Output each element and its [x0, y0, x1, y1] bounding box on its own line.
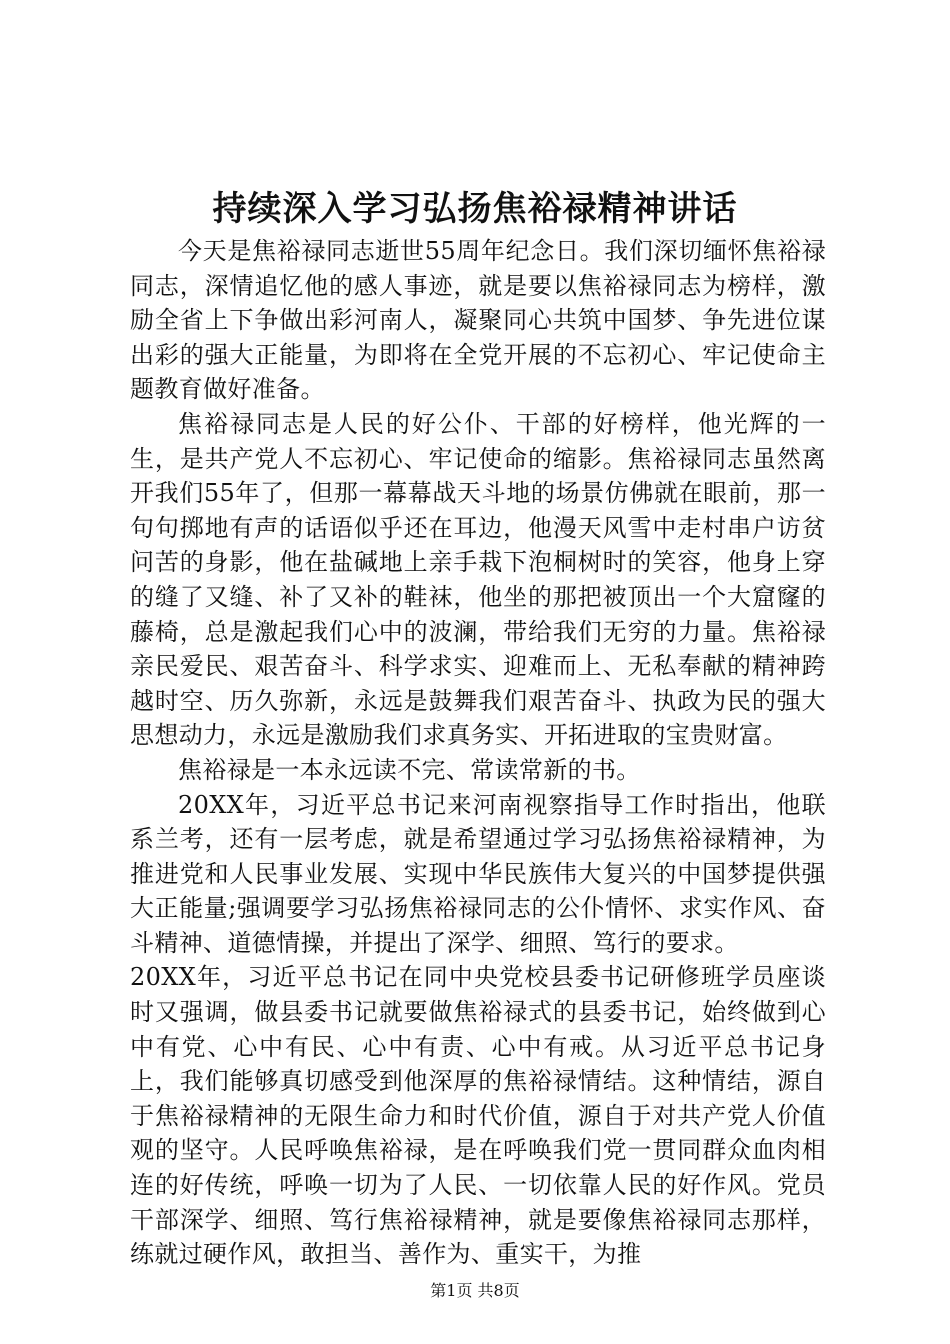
paragraph-5: 20XX年，习近平总书记在同中央党校县委书记研修班学员座谈时又强调，做县委书记就要做焦裕禄式的县委书记，始终做到心中有党、心中有民、心中有责、心中有戒。从习近平总书记身上，我们能够真切感受到他深厚的焦裕禄情结。这种情结，源自于焦裕禄精神的无限生命力和时代价值，源自于对共产党人价值观的坚守。人民呼唤焦裕禄，是在呼唤我们党一贯同群众血肉相连的好传统，呼唤一切为了人民、一切依靠人民的好作风。党员干部深学、细照、笃行焦裕禄精神，就是要像焦裕禄同志那样，练就过硬作风，敢担当、善作为、重实干，为推 [130, 963, 826, 1269]
document-body [130, 234, 826, 1272]
paragraph-3: 焦裕禄是一本永远读不完、常读常新的书。 [178, 755, 641, 784]
page-number-footer: 第1页 共8页 [430, 1281, 520, 1300]
paragraph-1: 今天是焦裕禄同志逝世55周年纪念日。我们深切缅怀焦裕禄同志，深情追忆他的感人事迹，就是要以焦裕禄同志为榜样，激励全省上下争做出彩河南人，凝聚同心共筑中国梦、争先进位谋出彩的强大正能量，为即将在全党开展的不忘初心、牢记使命主题教育做好准备。 [130, 237, 826, 404]
paragraph-4: 20XX年，习近平总书记来河南视察指导工作时指出，他联系兰考，还有一层考虑，就是希望通过学习弘扬焦裕禄精神，为推进党和人民事业发展、实现中华民族伟大复兴的中国梦提供强大正能量;强调要学习弘扬焦裕禄同志的公仆情怀、求实作风、奋斗精神、道德情操，并提出了深学、细照、笃行的要求。 [130, 790, 826, 957]
document-title: 持续深入学习弘扬焦裕禄精神讲话 [212, 189, 738, 229]
paragraph-2: 焦裕禄同志是人民的好公仆、干部的好榜样，他光辉的一生，是共产党人不忘初心、牢记使命的缩影。焦裕禄同志虽然离开我们55年了，但那一幕幕战天斗地的场景仿佛就在眼前，那一句句掷地有声的话语似乎还在耳边，他漫天风雪中走村串户访贫问苦的身影，他在盐碱地上亲手栽下泡桐树时的笑容，他身上穿的缝了又缝、补了又补的鞋袜，他坐的那把被顶出一个大窟窿的藤椅，总是激起我们心中的波澜，带给我们无穷的力量。焦裕禄亲民爱民、艰苦奋斗、科学求实、迎难而上、无私奉献的精神跨越时空、历久弥新，永远是鼓舞我们艰苦奋斗、执政为民的强大思想动力，永远是激励我们求真务实、开拓进取的宝贵财富。 [130, 409, 826, 750]
